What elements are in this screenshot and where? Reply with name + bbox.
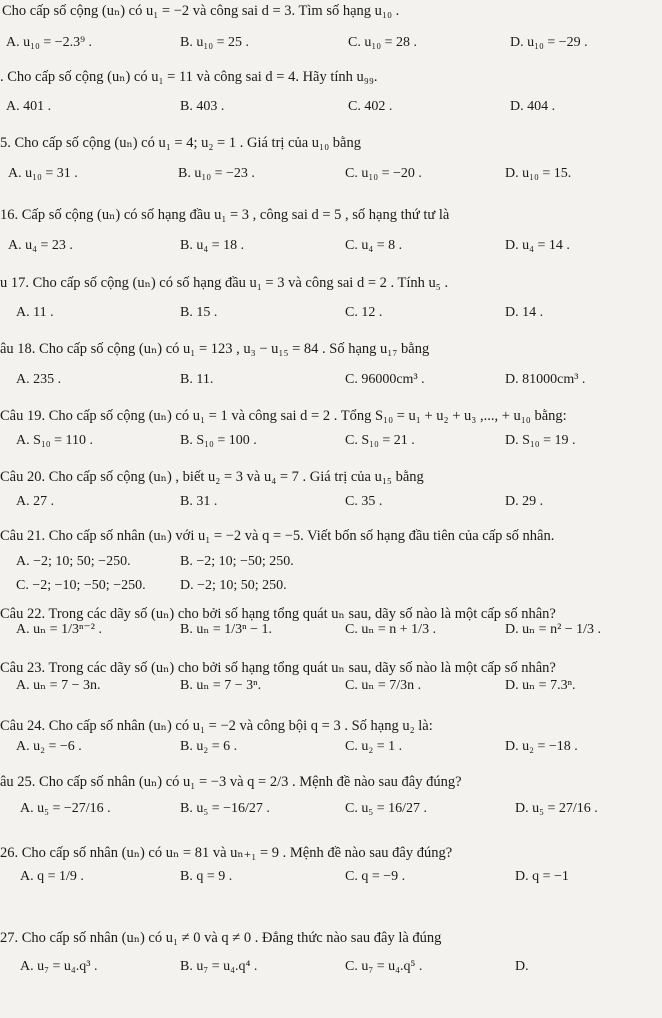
answer-option-b[interactable]: B. S₁₀ = 100 . [180,433,257,448]
answer-option-c[interactable]: C. uₙ = n + 1/3 . [345,622,437,637]
question-text: . Cho cấp số cộng (uₙ) có u₁ = 11 và công sai d = 4. Hãy tính u₉₉. [0,69,378,85]
question-text: Cho cấp số cộng (uₙ) có u₁ = −2 và công sai d = 3. Tìm số hạng u₁₀ . [2,3,400,19]
question-text: u 17. Cho cấp số cộng (uₙ) có số hạng đầu u₁ = 3 và công sai d = 2 . Tính u₅ . [0,275,449,291]
question-text: Câu 22. Trong các dãy số (uₙ) cho bởi số hạng tổng quát uₙ sau, dãy số nào là một cấp số nhân? [0,606,556,622]
question-text: âu 25. Cho cấp số nhân (uₙ) có u₁ = −3 và q = 2/3 . Mệnh đề nào sau đây đúng? [0,774,462,790]
answer-option-d[interactable]: D. −2; 10; 50; 250. [180,578,287,593]
answer-option-a[interactable]: A. u₇ = u₄.q³ . [20,959,98,974]
answer-option-d[interactable]: D. 29 . [505,494,544,509]
question-text: 27. Cho cấp số nhân (uₙ) có u₁ ≠ 0 và q ≠ 0 . Đẳng thức nào sau đây là đúng [0,930,442,946]
answer-option-b[interactable]: B. uₙ = 1/3ⁿ − 1. [180,622,272,637]
answer-option-c[interactable]: C. −2; −10; −50; −250. [16,578,146,593]
answer-option-b[interactable]: B. −2; 10; −50; 250. [180,554,294,569]
question-text: Câu 24. Cho cấp số nhân (uₙ) có u₁ = −2 và công bội q = 3 . Số hạng u₂ là: [0,718,433,734]
answer-option-c[interactable]: C. u₁₀ = −20 . [345,166,422,181]
answer-option-a[interactable]: A. −2; 10; 50; −250. [16,554,131,569]
answer-option-d[interactable]: D. q = −1 [515,869,569,884]
answer-option-d[interactable]: D. u₂ = −18 . [505,739,578,754]
answer-option-d[interactable]: D. u₅ = 27/16 . [515,801,598,816]
answer-option-a[interactable]: A. uₙ = 7 − 3n. [16,678,101,693]
answer-option-b[interactable]: B. 11. [180,372,214,387]
answer-option-a[interactable]: A. u₂ = −6 . [16,739,82,754]
answer-option-d[interactable]: D. u₁₀ = −29 . [510,35,588,50]
answer-option-c[interactable]: C. 402 . [348,99,393,114]
answer-option-c[interactable]: C. u₂ = 1 . [345,739,403,754]
answer-option-a[interactable]: A. u₁₀ = −2.3⁹ . [6,35,93,50]
answer-option-a[interactable]: A. u₅ = −27/16 . [20,801,111,816]
answer-option-a[interactable]: A. S₁₀ = 110 . [16,433,94,448]
question-text: Câu 19. Cho cấp số cộng (uₙ) có u₁ = 1 và công sai d = 2 . Tổng S₁₀ = u₁ + u₂ + u₃ ,..., + u₁₀ bằng: [0,408,567,424]
answer-option-a[interactable]: A. u₄ = 23 . [8,238,73,253]
answer-option-b[interactable]: B. u₂ = 6 . [180,739,238,754]
answer-option-b[interactable]: B. u₅ = −16/27 . [180,801,270,816]
answer-option-c[interactable]: C. u₁₀ = 28 . [348,35,417,50]
answer-option-d[interactable]: D. 14 . [505,305,544,320]
answer-option-c[interactable]: C. S₁₀ = 21 . [345,433,415,448]
answer-option-b[interactable]: B. q = 9 . [180,869,233,884]
answer-option-a[interactable]: A. q = 1/9 . [20,869,84,884]
answer-option-c[interactable]: C. uₙ = 7/3n . [345,678,422,693]
question-text: 16. Cấp số cộng (uₙ) có số hạng đầu u₁ = 3 , công sai d = 5 , số hạng thứ tư là [0,207,450,223]
answer-option-a[interactable]: A. 11 . [16,305,54,320]
question-text: 26. Cho cấp số nhân (uₙ) có uₙ = 81 và uₙ₊₁ = 9 . Mệnh đề nào sau đây đúng? [0,845,453,861]
answer-option-a[interactable]: A. 27 . [16,494,55,509]
question-text: Câu 21. Cho cấp số nhân (uₙ) với u₁ = −2 và q = −5. Viết bốn số hạng đầu tiên của cấp số nhân. [0,528,555,544]
answer-option-d[interactable]: D. uₙ = n² − 1/3 . [505,622,602,637]
question-text: Câu 23. Trong các dãy số (uₙ) cho bởi số hạng tổng quát uₙ sau, dãy số nào là một cấp số nhân? [0,660,556,676]
answer-option-a[interactable]: A. 235 . [16,372,62,387]
answer-option-b[interactable]: B. u₄ = 18 . [180,238,245,253]
answer-option-c[interactable]: C. q = −9 . [345,869,406,884]
answer-option-b[interactable]: B. u₁₀ = −23 . [178,166,255,181]
answer-option-b[interactable]: B. 403 . [180,99,225,114]
answer-option-c[interactable]: C. 35 . [345,494,383,509]
answer-option-c[interactable]: C. u₄ = 8 . [345,238,403,253]
answer-option-c[interactable]: C. u₇ = u₄.q⁵ . [345,959,423,974]
question-text: 5. Cho cấp số cộng (uₙ) có u₁ = 4; u₂ = 1 . Giá trị của u₁₀ bằng [0,135,361,151]
answer-option-b[interactable]: B. u₇ = u₄.q⁴ . [180,959,258,974]
answer-option-d[interactable]: D. 404 . [510,99,556,114]
answer-option-d[interactable]: D. 81000cm³ . [505,372,586,387]
answer-option-d[interactable]: D. S₁₀ = 19 . [505,433,576,448]
answer-option-a[interactable]: A. 401 . [6,99,52,114]
answer-option-a[interactable]: A. uₙ = 1/3ⁿ⁻² . [16,622,102,637]
question-text: Câu 20. Cho cấp số cộng (uₙ) , biết u₂ = 3 và u₄ = 7 . Giá trị của u₁₅ bằng [0,469,424,485]
answer-option-c[interactable]: C. 96000cm³ . [345,372,425,387]
answer-option-c[interactable]: C. u₅ = 16/27 . [345,801,428,816]
answer-option-b[interactable]: B. uₙ = 7 − 3ⁿ. [180,678,262,693]
answer-option-b[interactable]: B. u₁₀ = 25 . [180,35,249,50]
answer-option-c[interactable]: C. 12 . [345,305,383,320]
answer-option-b[interactable]: B. 31 . [180,494,218,509]
answer-option-a[interactable]: A. u₁₀ = 31 . [8,166,78,181]
answer-option-d[interactable]: D. [515,959,529,974]
answer-option-d[interactable]: D. u₁₀ = 15. [505,166,572,181]
question-text: âu 18. Cho cấp số cộng (uₙ) có u₁ = 123 , u₃ − u₁₅ = 84 . Số hạng u₁₇ bằng [0,341,430,357]
answer-option-b[interactable]: B. 15 . [180,305,218,320]
answer-option-d[interactable]: D. u₄ = 14 . [505,238,570,253]
answer-option-d[interactable]: D. uₙ = 7.3ⁿ. [505,678,576,693]
